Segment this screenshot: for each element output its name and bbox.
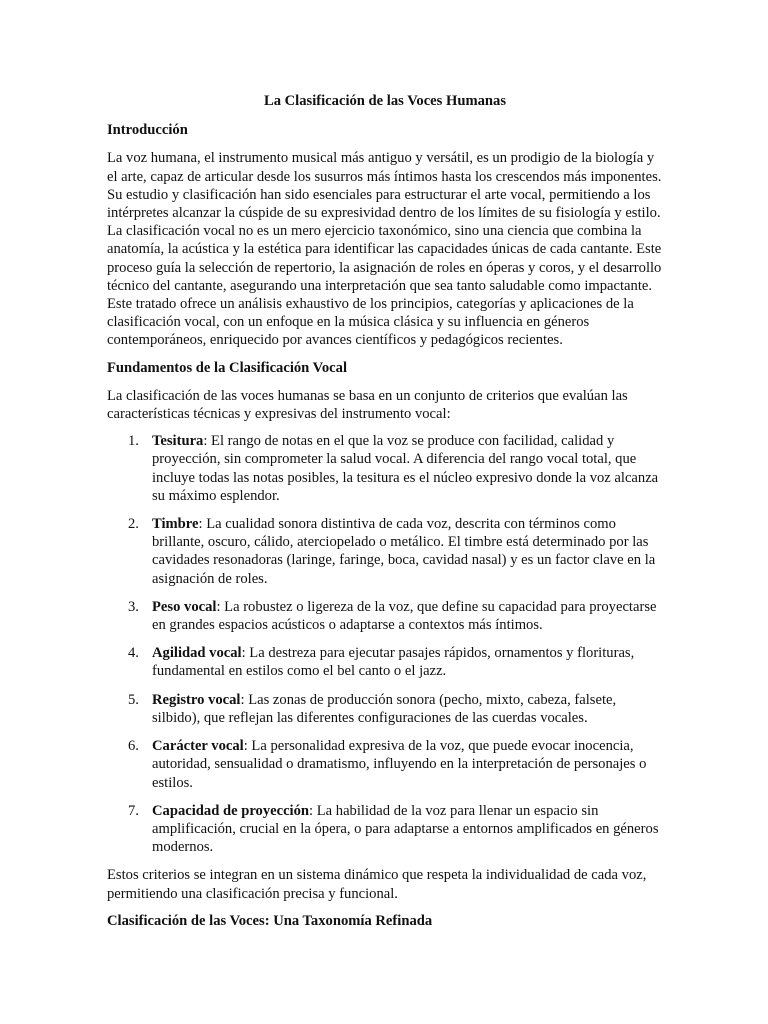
criterion-description: : La habilidad de la voz para llenar un espacio sin amplificación, crucial en la ópera, o para adaptarse a entornos amplificados en géneros modernos. <box>152 802 659 856</box>
taxonomy-heading: Clasificación de las Voces: Una Taxonomía Refinada <box>107 912 433 929</box>
intro-paragraph: La voz humana, el instrumento musical más antiguo y versátil, es un prodigio de la biología y el arte, capaz de articular desde los susurros más íntimos hasta los crescendos más imponentes. Su estudio y clasificación han sido esenciales para estructurar el arte vocal, permitiendo a los intérpretes alcanzar la cúspide de su expresividad dentro de los límites de su fisiología y estilo. La clasificación vocal no es un mero ejercicio taxonómico, sino una ciencia que combina la anatomía, la acústica y la estética para identificar las capacidades únicas de cada cantante. Este proceso guía la selección de repertorio, la asignación de roles en óperas y coros, y el desarrollo técnico del cantante, asegurando una interpretación que sea tanto saludable como impactante. Este tratado ofrece un análisis exhaustivo de los principios, categorías y aplicaciones de la clasificación vocal, con un enfoque en la música clásica y su influencia en géneros contemporáneos, enriquecido por avances científicos y pedagógicos recientes. <box>107 150 662 349</box>
criterion-description: : Las zonas de producción sonora (pecho, mixto, cabeza, falsete, silbido), que reflejan las diferentes configuraciones de las cuerdas vocales. <box>152 691 617 726</box>
criterion-description: : La cualidad sonora distintiva de cada voz, descrita con términos como brillante, oscuro, cálido, aterciopelado o metálico. El timbre está determinado por las cavidades resonadoras (laringe, faringe, boca, cavidad nasal) y es un factor clave en la asignación de roles. <box>152 516 656 587</box>
criterion-term: Peso vocal <box>152 598 217 615</box>
document-title: La Clasificación de las Voces Humanas <box>263 93 507 109</box>
list-item <box>107 802 663 857</box>
criterion-description: : El rango de notas en el que la voz se produce con facilidad, calidad y proyección, sin comprometer la salud vocal. A diferencia del rango vocal total, que incluye todas las notas posibles, la tesitura es el núcleo expresivo donde la voz alcanza su máximo esplendor. <box>152 433 659 504</box>
list-item <box>107 644 663 680</box>
criterion-term: Agilidad vocal <box>152 645 242 662</box>
list-item <box>107 737 663 792</box>
closing-paragraph: Estos criterios se integran en un sistema dinámico que respeta la individualidad de cada voz, permitiendo una clasificación precisa y funcional. <box>107 867 647 902</box>
list-item <box>107 691 663 727</box>
criterion-term: Capacidad de proyección <box>152 802 310 819</box>
criterion-term: Carácter vocal <box>152 738 244 755</box>
intro-heading: Introducción <box>107 122 188 139</box>
criterion-term: Registro vocal <box>152 691 241 708</box>
list-item-number: 3. <box>128 598 139 615</box>
criterion-term: Timbre <box>152 516 199 533</box>
list-item <box>107 598 663 634</box>
list-item-number: 5. <box>128 691 139 708</box>
list-item-number: 4. <box>128 645 139 662</box>
fundamentals-paragraph: La clasificación de las voces humanas se basa en un conjunto de criterios que evalúan las características técnicas y expresivas del instrumento vocal: <box>107 387 628 423</box>
criterion-description: : La personalidad expresiva de la voz, que puede evocar inocencia, autoridad, sensualidad o dramatismo, influyendo en la interpretación de personajes o estilos. <box>152 738 647 791</box>
fundamentals-heading: Fundamentos de la Clasificación Vocal <box>107 359 348 376</box>
list-item-number: 6. <box>128 738 139 755</box>
list-item <box>107 432 663 505</box>
criterion-description: : La robustez o ligereza de la voz, que define su capacidad para proyectarse en grandes espacios acústicos o adaptarse a contextos más íntimos. <box>152 598 657 634</box>
document-page <box>107 92 663 940</box>
criteria-list <box>107 432 663 856</box>
criterion-term: Tesitura <box>152 433 204 450</box>
list-item-number: 7. <box>128 802 139 819</box>
list-item-number: 2. <box>128 516 139 533</box>
list-item-number: 1. <box>128 433 139 450</box>
criterion-description: : La destreza para ejecutar pasajes rápidos, ornamentos y florituras, fundamental en estilos como el bel canto o el jazz. <box>152 645 635 680</box>
list-item <box>107 515 663 588</box>
